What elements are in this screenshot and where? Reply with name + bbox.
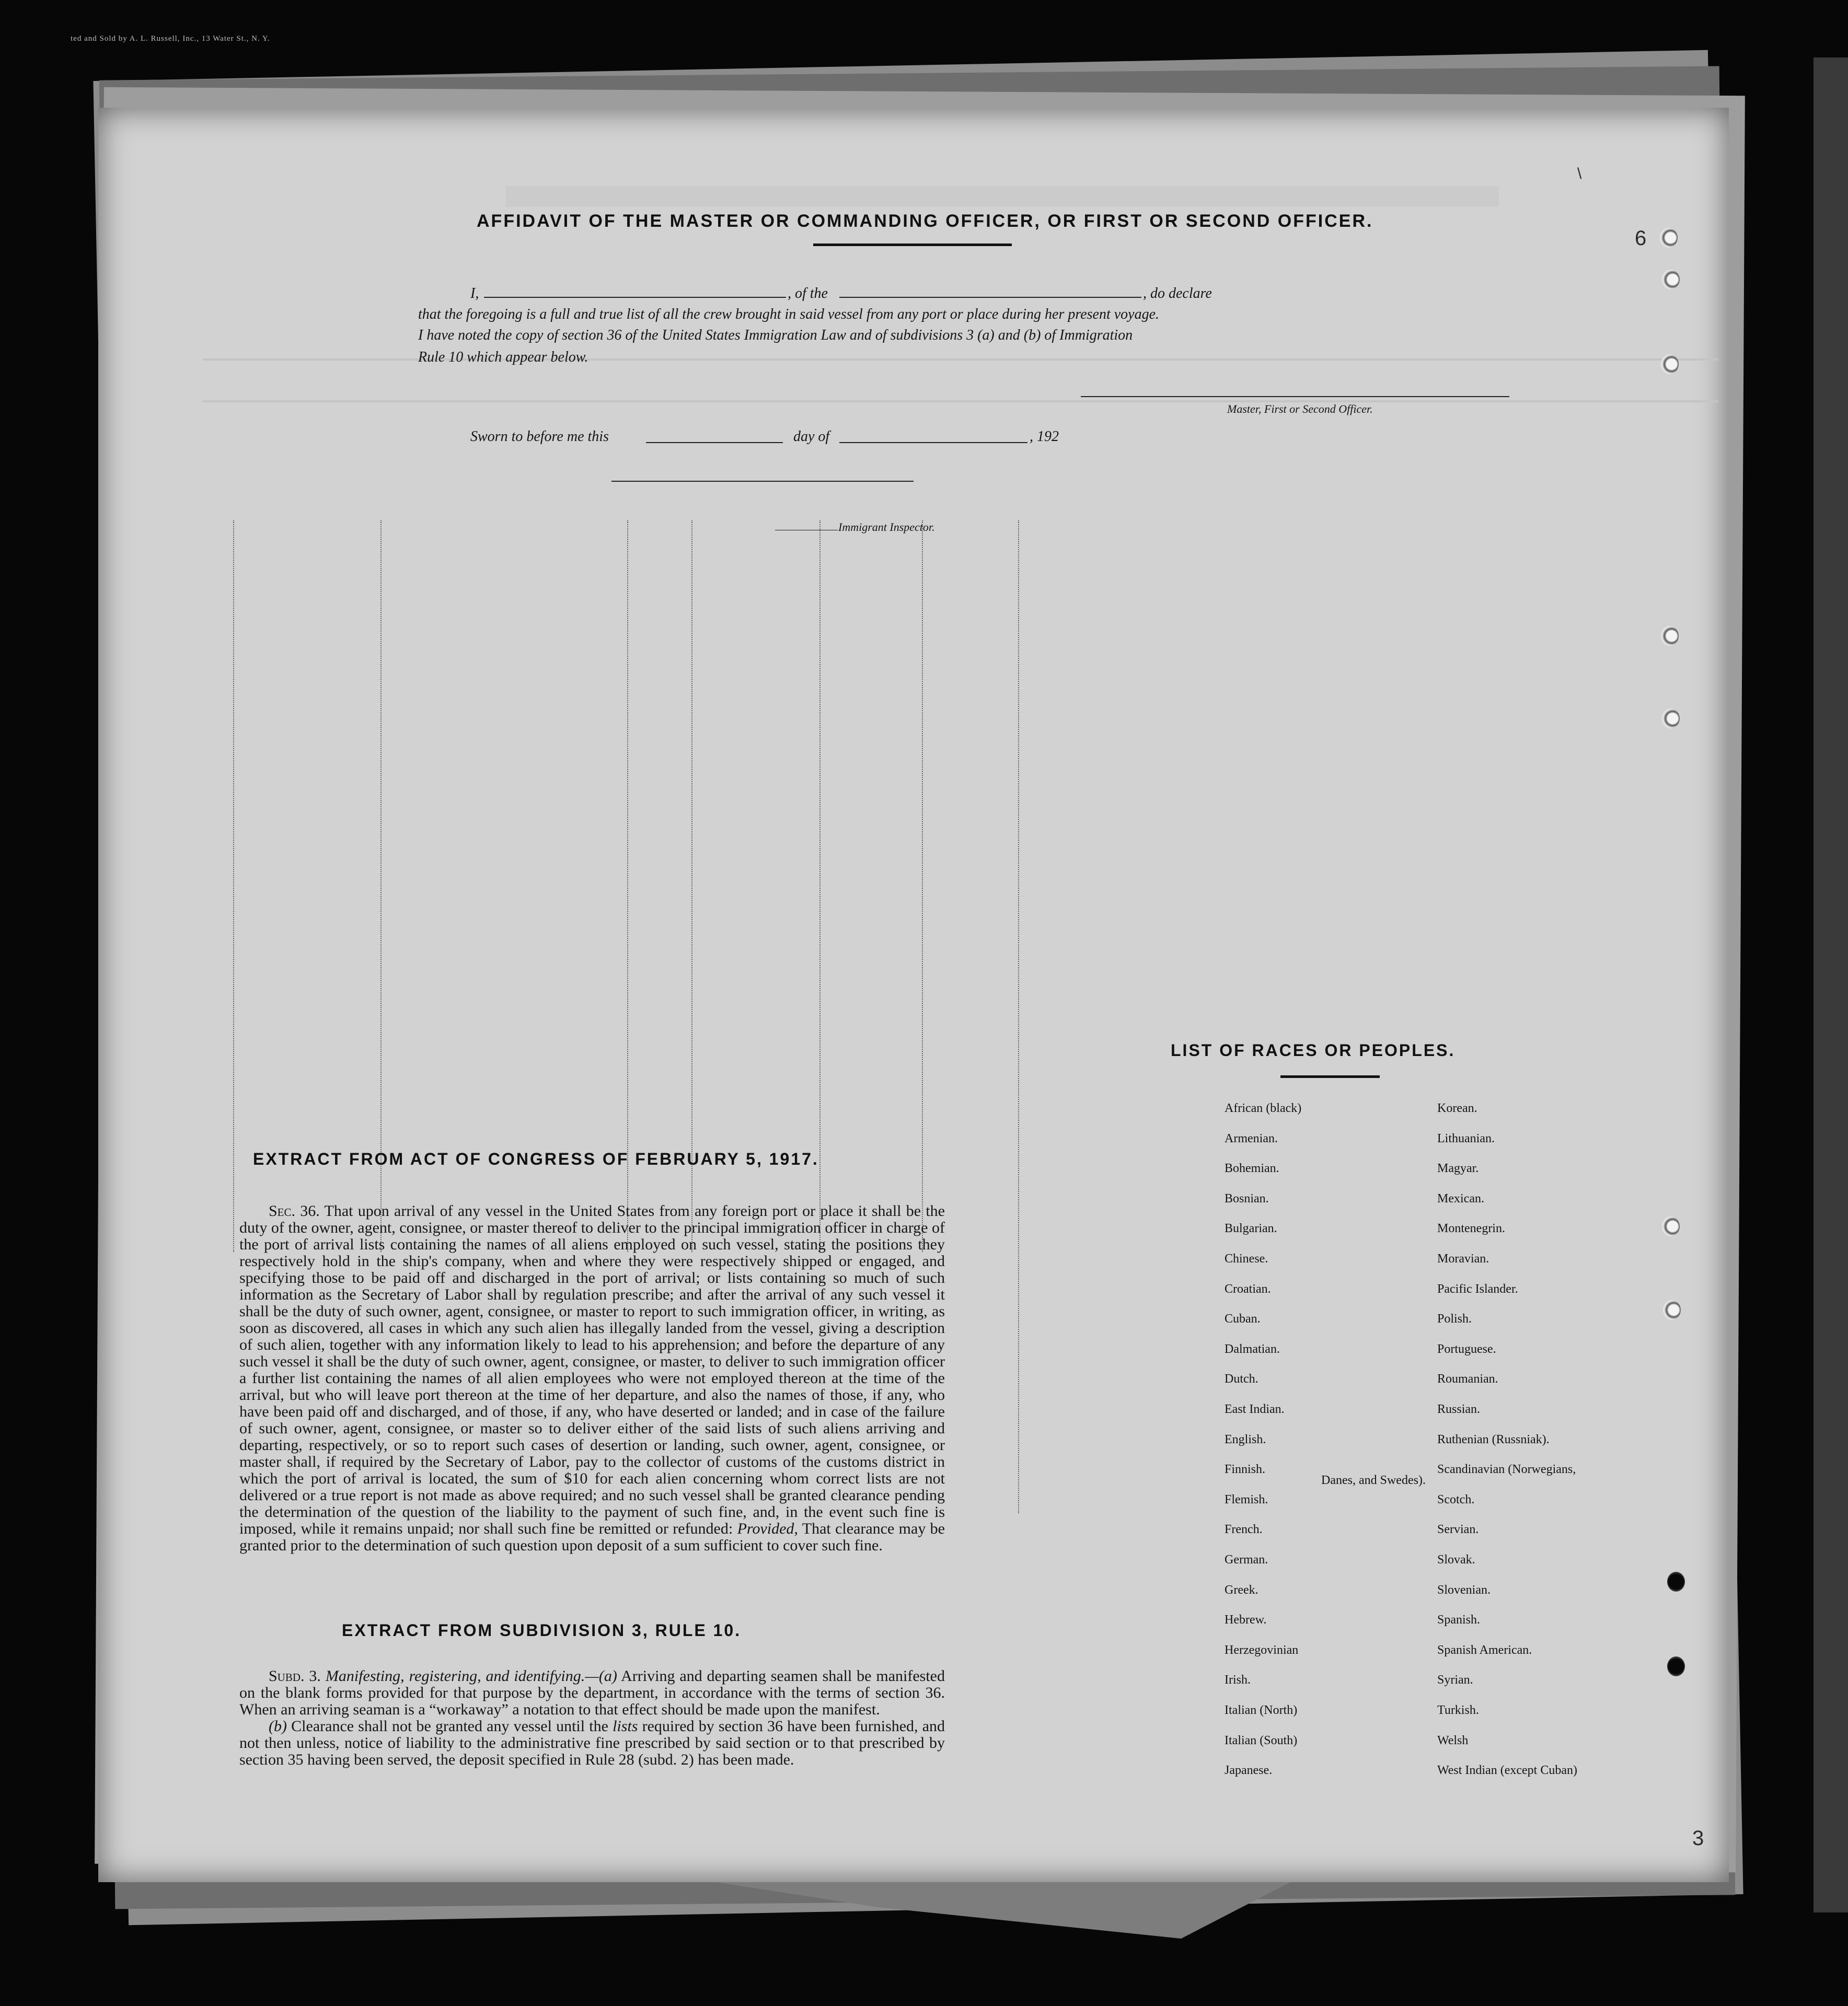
race-item: Magyar. <box>1437 1162 1479 1176</box>
title-rule <box>813 243 1012 246</box>
inspector-label: Immigrant Inspector. <box>838 520 935 534</box>
punch-hole <box>1660 228 1678 248</box>
affidavit-line-1: that the foregoing is a full and true list of all the crew brought in said vessel from any port or place during her present voyage. <box>418 306 1160 322</box>
column-rule <box>1018 520 1019 1513</box>
name-blank[interactable] <box>484 297 786 298</box>
master-signature-blank[interactable] <box>1081 396 1509 397</box>
race-item: Spanish. <box>1437 1613 1481 1627</box>
subd-a-text: Arriving and departing seamen shall be manifested on the blank forms provided for that purpose by the department, in accordance with the terms of section 36. When an arriving seaman is a “workaway” a notation to that effect should be made upon the manifest. <box>239 1667 945 1718</box>
section-body-end: That clearance may be granted prior to the determination of such question upon deposit of a sum sufficient to cover such fine. <box>239 1520 945 1554</box>
column-rule <box>691 520 692 1252</box>
punch-hole <box>1667 1656 1685 1676</box>
sworn-label: Sworn to before me this <box>470 428 609 445</box>
inspector-signature-blank[interactable] <box>611 481 914 482</box>
race-item: Polish. <box>1437 1312 1472 1326</box>
affidavit-line-3: Rule 10 which appear below. <box>418 349 588 365</box>
race-item: Japanese. <box>1225 1764 1273 1778</box>
subd-b-label: (b) <box>269 1718 287 1735</box>
race-item: Turkish. <box>1437 1703 1479 1717</box>
race-item: Mexican. <box>1437 1191 1484 1205</box>
i-label: I, <box>470 285 479 302</box>
punch-hole <box>1662 1216 1680 1236</box>
bleed-through <box>506 186 1499 207</box>
race-item: African (black) <box>1225 1101 1302 1115</box>
column-rule <box>819 520 821 1252</box>
punch-hole <box>1662 709 1680 728</box>
race-item: Croatian. <box>1225 1282 1271 1296</box>
subd-label: Subd. 3. <box>269 1667 321 1685</box>
race-item: Roumanian. <box>1437 1372 1498 1386</box>
race-item: Korean. <box>1437 1101 1477 1115</box>
punch-hole <box>1663 1300 1681 1320</box>
race-item: Bohemian. <box>1225 1162 1279 1176</box>
pencil-tick: \ <box>1577 165 1582 182</box>
page-count-mark: 3 <box>1692 1827 1704 1850</box>
provided-word: Provided, <box>737 1520 798 1537</box>
race-item: English. <box>1225 1432 1266 1446</box>
sworn-month-blank[interactable] <box>839 442 1027 443</box>
printer-imprint: ted and Sold by A. L. Russell, Inc., 13 Water St., N. Y. <box>71 34 270 43</box>
bleed-through <box>203 400 1718 402</box>
subd-heading: Manifesting, registering, and identifying.—(a) <box>325 1667 617 1685</box>
race-item: Flemish. <box>1225 1492 1268 1506</box>
race-item: Syrian. <box>1437 1673 1473 1687</box>
punch-hole <box>1661 354 1679 374</box>
punch-hole <box>1662 270 1680 289</box>
master-signature-label: Master, First or Second Officer. <box>1227 402 1373 415</box>
subd-b-text-2: required by section 36 have been furnished, and not then unless, notice of liability to the administrative fine prescribed by said section or to that prescribed by section 35 having been served, the deposit specified in Rule 28 (subd. 2) has been made. <box>239 1718 945 1768</box>
race-item: Herzegovinian <box>1225 1643 1299 1657</box>
race-item: Pacific Islander. <box>1437 1282 1518 1296</box>
race-item: Dutch. <box>1225 1372 1258 1386</box>
races-title: LIST OF RACES OR PEOPLES. <box>1171 1041 1456 1060</box>
race-item: East Indian. <box>1225 1402 1285 1416</box>
section-36-text <box>239 1203 945 1554</box>
race-item: Italian (South) <box>1225 1733 1298 1747</box>
race-item: Hebrew. <box>1225 1613 1267 1627</box>
binding-edge <box>1814 57 1848 1912</box>
affidavit-line-2: I have noted the copy of section 36 of the United States Immigration Law and of subdivisions 3 (a) and (b) of Immigration <box>418 327 1133 343</box>
rule10-extract-title: EXTRACT FROM SUBDIVISION 3, RULE 10. <box>342 1621 742 1640</box>
affidavit-title: AFFIDAVIT OF THE MASTER OR COMMANDING OFFICER, OR FIRST OR SECOND OFFICER. <box>477 211 1373 231</box>
race-item: French. <box>1225 1523 1263 1537</box>
race-item: Cuban. <box>1225 1312 1261 1326</box>
year-label: , 192 <box>1030 428 1059 445</box>
race-item: Irish. <box>1225 1673 1251 1687</box>
congress-extract-title: EXTRACT FROM ACT OF CONGRESS OF FEBRUARY 5, 1917. <box>253 1150 819 1168</box>
race-item: Bosnian. <box>1225 1191 1269 1205</box>
lists-word: lists <box>613 1718 638 1735</box>
column-rule <box>380 520 382 1252</box>
sworn-day-blank[interactable] <box>646 442 783 443</box>
punch-hole <box>1667 1572 1685 1592</box>
section-body: That upon arrival of any vessel in the United States from any foreign port or place it shall be the duty of the owner, agent, consignee, or master thereof to deliver to the principal immigration officer in charge of the port of arrival lists containing the names of all aliens employed on such vessel, stating the positions they respectively hold in the ship's company, when and where they were respectively shipped or engaged, and specifying those to be paid off and discharged in the port of arrival; or lists containing so much of such information as the Secretary of Labor shall by regulation prescribe; and after the arrival of any such vessel it shall be the duty of such owner, agent, consignee, or master to report to such immigration officer, in writing, as soon as discovered, all cases in which any such alien has illegally landed from the vessel, giving a description of such alien, together with any information likely to lead to his apprehension; and before the departure of any such vessel it shall be the duty of such owner, agent, consignee, or master, to deliver to such immigration officer a further list containing the names of all alien employees who were not employed thereon at the time of the arrival, but who will leave port thereon at the time of her departure, and also the names of those, if any, who have been paid off and discharged, and of those, if any, who have deserted or landed; and in case of the failure of such owner, agent, consignee, or master so to deliver either of the said lists of such aliens arriving and departing, respectively, or so to report such cases of desertion or landing, such owner, agent, consignee, or master shall, if required by the Secretary of Labor, pay to the collector of customs of the customs district in which the port of arrival is located, the sum of $10 for each alien concerning whom correct lists are not delivered or a true report is not made as above required; and no such vessel shall be granted clearance pending the determination of the question of the liability to the payment of such fine, and, in the event such fine is imposed, while it remains unpaid; nor shall such fine be remitted or refunded: <box>239 1202 945 1537</box>
race-item: Montenegrin. <box>1437 1222 1505 1236</box>
race-item: Lithuanian. <box>1437 1131 1495 1145</box>
race-item: Welsh <box>1437 1733 1469 1747</box>
race-item-continuation: Danes, and Swedes). <box>1321 1474 1426 1487</box>
vessel-blank[interactable] <box>839 297 1141 298</box>
race-item: German. <box>1225 1553 1268 1567</box>
section-label: Sec. 36. <box>269 1202 320 1220</box>
column-rule <box>627 520 628 1252</box>
races-title-rule <box>1280 1075 1380 1078</box>
race-item: Scotch. <box>1437 1492 1475 1506</box>
race-item: Armenian. <box>1225 1131 1278 1145</box>
subdivision-3-text <box>239 1668 945 1768</box>
day-of-label: day of <box>793 428 830 445</box>
race-item: Portuguese. <box>1437 1342 1496 1356</box>
race-item: Slovenian. <box>1437 1583 1491 1597</box>
race-item: Scandinavian (Norwegians, <box>1437 1463 1576 1477</box>
column-rule <box>233 520 234 1252</box>
of-the-label: , of the <box>788 285 828 302</box>
subd-b-text-1: Clearance shall not be granted any vessel until the <box>291 1718 608 1735</box>
race-item: Bulgarian. <box>1225 1222 1277 1236</box>
race-item: Chinese. <box>1225 1252 1268 1266</box>
declare-label: , do declare <box>1143 285 1212 302</box>
column-rule <box>922 520 923 1252</box>
race-item: Slovak. <box>1437 1553 1475 1567</box>
race-item: Servian. <box>1437 1523 1479 1537</box>
race-item: Dalmatian. <box>1225 1342 1280 1356</box>
race-item: Moravian. <box>1437 1252 1489 1266</box>
race-item: Italian (North) <box>1225 1703 1298 1717</box>
race-item: Greek. <box>1225 1583 1258 1597</box>
race-item: Spanish American. <box>1437 1643 1532 1657</box>
race-item: Ruthenian (Russniak). <box>1437 1432 1550 1446</box>
race-item: Russian. <box>1437 1402 1481 1416</box>
punch-hole <box>1661 626 1679 646</box>
document-page <box>98 108 1729 1882</box>
page-number-mark: 6 <box>1635 227 1647 250</box>
race-item: West Indian (except Cuban) <box>1437 1764 1577 1778</box>
race-item: Finnish. <box>1225 1463 1266 1477</box>
